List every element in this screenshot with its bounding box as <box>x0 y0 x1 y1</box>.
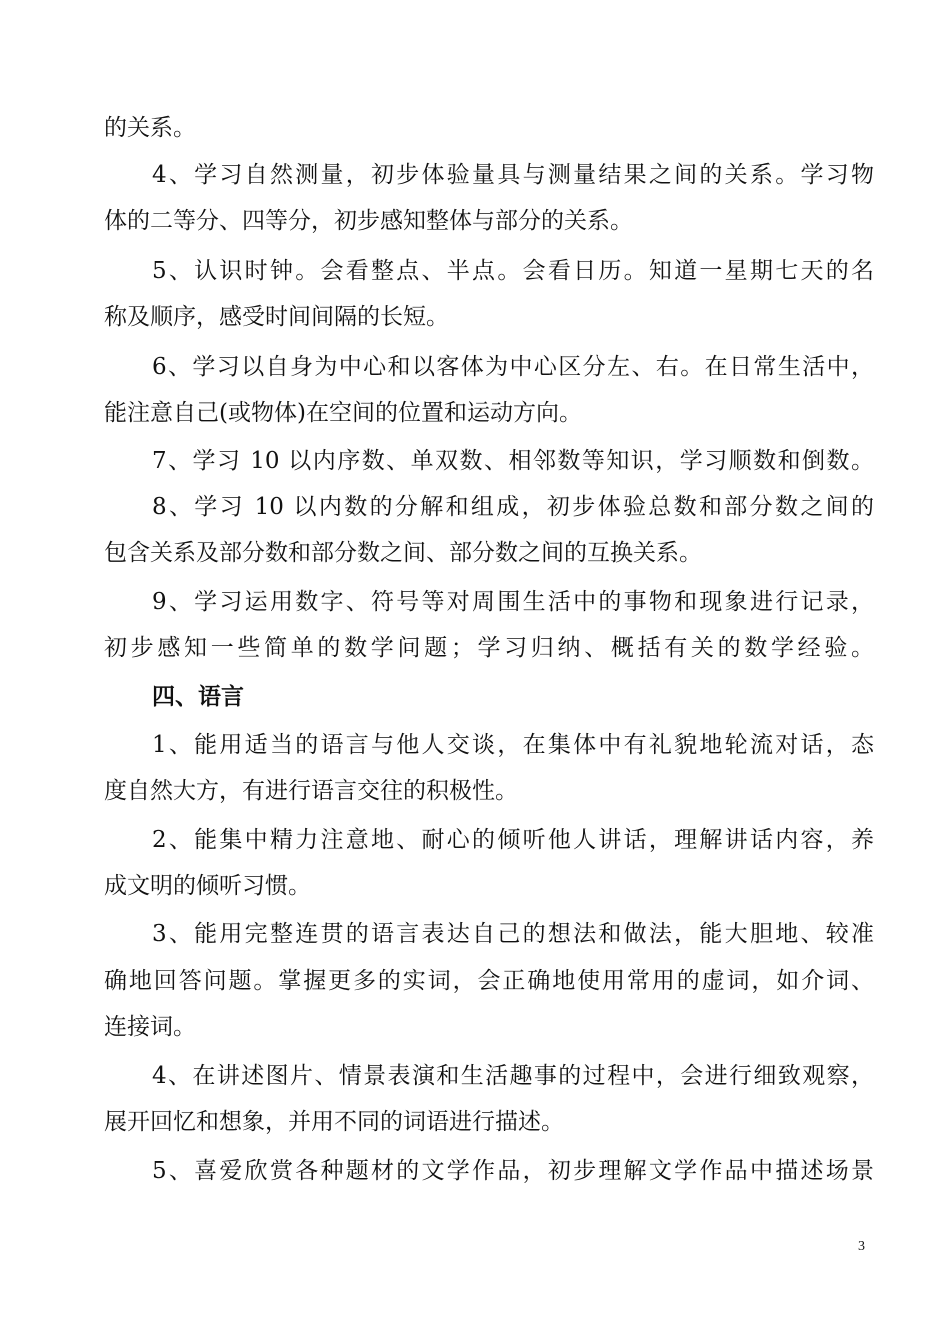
page-number: 3 <box>858 1239 865 1254</box>
text-line: 确地回答问题。掌握更多的实词，会正确地使用常用的虚词，如介词、 <box>104 968 874 994</box>
text-line: 7、学习 10 以内序数、单双数、相邻数等知识，学习顺数和倒数。 <box>152 448 874 474</box>
text-line: 的关系。 <box>104 115 196 141</box>
text-line: 5、喜爱欣赏各种题材的文学作品，初步理解文学作品中描述场景 <box>152 1158 874 1184</box>
text-line: 9、学习运用数字、符号等对周围生活中的事物和现象进行记录， <box>152 589 874 615</box>
text-line: 连接词。 <box>104 1014 196 1040</box>
text-line: 5、认识时钟。会看整点、半点。会看日历。知道一星期七天的名 <box>152 258 874 284</box>
text-line: 6、学习以自身为中心和以客体为中心区分左、右。在日常生活中， <box>152 354 874 380</box>
text-line: 展开回忆和想象，并用不同的词语进行描述。 <box>104 1109 564 1135</box>
text-line: 1、能用适当的语言与他人交谈，在集体中有礼貌地轮流对话，态 <box>152 732 874 758</box>
text-line: 成文明的倾听习惯。 <box>104 873 311 899</box>
text-line: 4、学习自然测量，初步体验量具与测量结果之间的关系。学习物 <box>152 162 874 188</box>
text-line: 初步感知一些简单的数学问题；学习归纳、概括有关的数学经验。 <box>104 635 874 661</box>
text-line: 度自然大方，有进行语言交往的积极性。 <box>104 778 518 804</box>
text-line: 称及顺序，感受时间间隔的长短。 <box>104 304 449 330</box>
text-line: 3、能用完整连贯的语言表达自己的想法和做法，能大胆地、较准 <box>152 921 874 947</box>
text-line: 能注意自己(或物体)在空间的位置和运动方向。 <box>104 400 582 426</box>
section-heading: 四、语言 <box>152 684 244 710</box>
text-line: 8、学习 10 以内数的分解和组成，初步体验总数和部分数之间的 <box>152 494 874 520</box>
text-line: 4、在讲述图片、情景表演和生活趣事的过程中，会进行细致观察， <box>152 1063 874 1089</box>
text-line: 2、能集中精力注意地、耐心的倾听他人讲话，理解讲话内容，养 <box>152 827 874 853</box>
text-line: 包含关系及部分数和部分数之间、部分数之间的互换关系。 <box>104 540 702 566</box>
text-line: 体的二等分、四等分，初步感知整体与部分的关系。 <box>104 208 633 234</box>
